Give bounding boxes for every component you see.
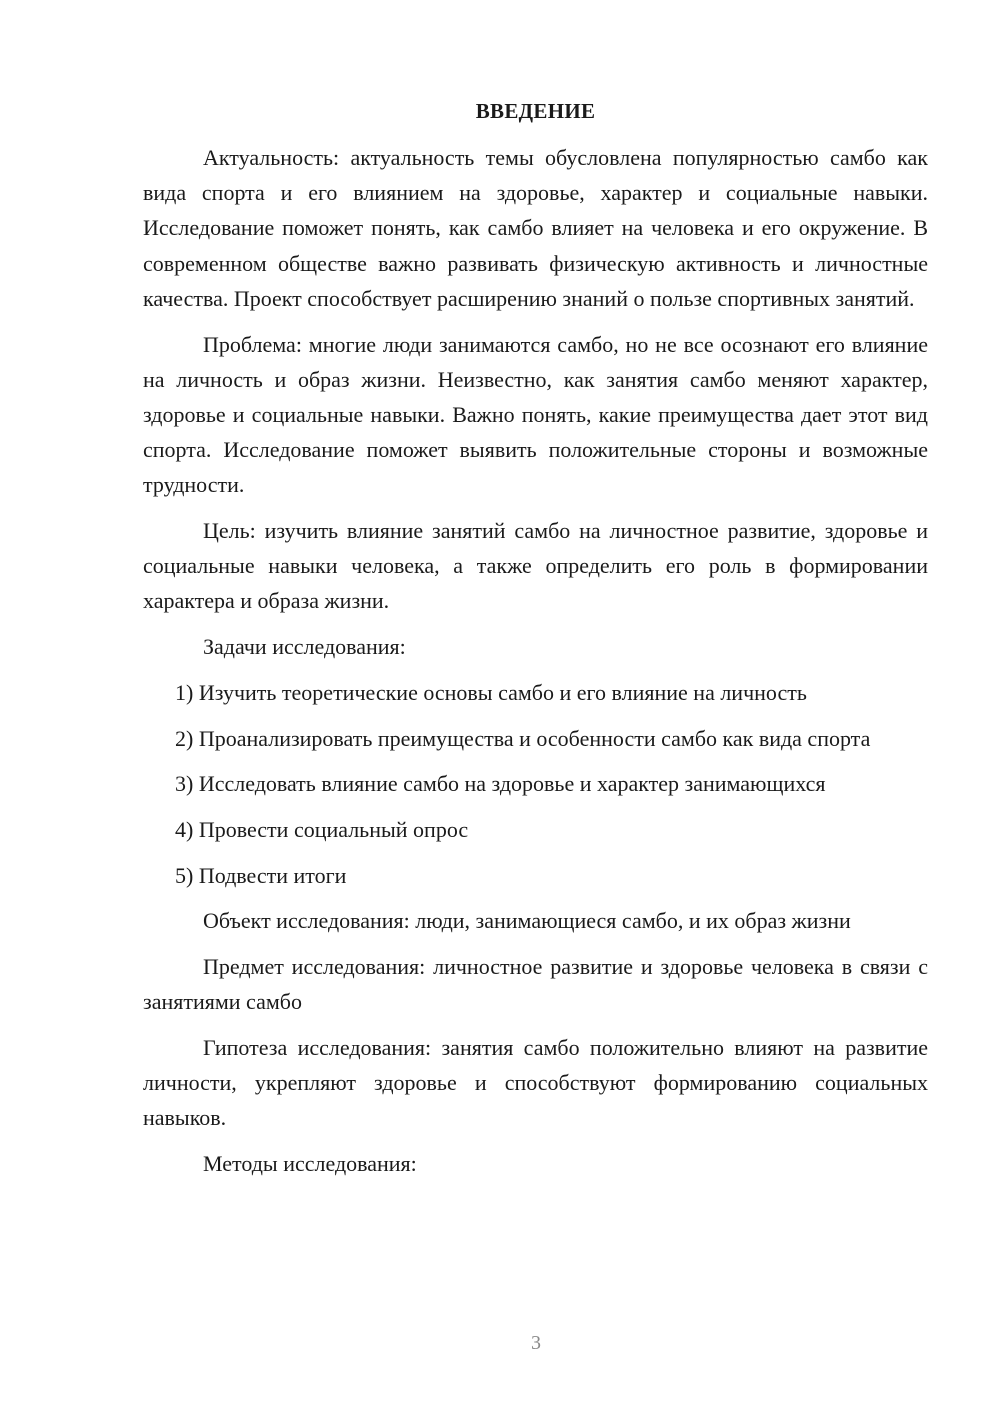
task-item: 2) Проанализировать преимущества и особенности самбо как вида спорта <box>175 725 871 751</box>
paragraph-goal: Цель: изучить влияние занятий самбо на личностное развитие, здоровье и социальные навыки человека, а также определить его роль в формировании характера и образа жизни. <box>143 518 928 614</box>
paragraph-subject: Предмет исследования: личностное развитие и здоровье человека в связи с занятиями самбо <box>143 954 928 1015</box>
page-number: 3 <box>531 1332 541 1354</box>
paragraph-hypothesis: Гипотеза исследования: занятия самбо положительно влияют на развитие личности, укрепляют здоровье и способствуют формированию социальных навыков. <box>143 1034 928 1131</box>
task-item: 1) Изучить теоретические основы самбо и его влияние на личность <box>175 679 807 705</box>
paragraph-problem: Проблема: многие люди занимаются самбо, но не все осознают его влияние на личность и образ жизни. Неизвестно, как занятия самбо меняют характер, здоровье и социальные навыки. Важно понять, какие преимущества дает этот вид спорта. Исследование поможет выявить положительные стороны и возможные трудности. <box>143 331 928 498</box>
paragraph-object: Объект исследования: люди, занимающиеся самбо, и их образ жизни <box>203 908 851 934</box>
document-page <box>143 96 928 1192</box>
task-item: 4) Провести социальный опрос <box>175 816 469 842</box>
paragraph-methods: Методы исследования: <box>203 1151 417 1177</box>
task-item: 3) Исследовать влияние самбо на здоровье и характер занимающихся <box>175 771 826 797</box>
paragraph-relevance: Актуальность: актуальность темы обусловлена популярностью самбо как вида спорта и его влиянием на здоровье, характер и социальные навыки. Исследование поможет понять, как самбо влияет на человека и его окружение. В современном обществе важно развивать физическую активность и личностные качества. Проект способствует расширению знаний о пользе спортивных занятий. <box>143 145 928 311</box>
section-title: ВВЕДЕНИЕ <box>475 99 596 123</box>
task-item: 5) Подвести итоги <box>175 862 347 888</box>
tasks-heading: Задачи исследования: <box>203 634 406 660</box>
